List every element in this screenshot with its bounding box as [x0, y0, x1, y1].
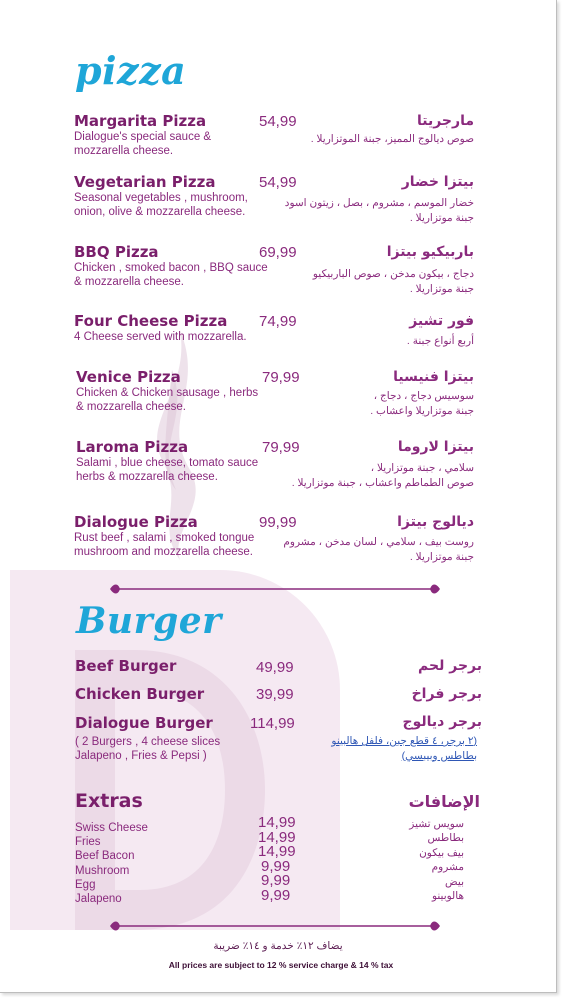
extra-item: Fries: [75, 836, 101, 849]
burger-item-name: Chicken Burger: [75, 685, 205, 703]
item-description-arabic: سلامي ، جبنة موتزاريلا ، صوص الطماطم واعشاب ، جبنة موتزاريلا .: [291, 462, 474, 489]
item-name-arabic: برجر فراخ: [411, 686, 482, 702]
pizza-section-title: pizza: [75, 48, 187, 93]
extra-item-arabic: مشروم: [431, 861, 464, 874]
item-name: Four Cheese Pizza: [74, 312, 228, 330]
extra-item: Jalapeno: [75, 893, 122, 906]
extra-item: Swiss Cheese: [75, 822, 148, 834]
item-name-arabic: مارجريتا: [416, 113, 474, 129]
extra-item-arabic: بيض: [445, 875, 464, 888]
item-price: 99,99: [259, 514, 297, 531]
item-price: 79,99: [262, 369, 300, 386]
extra-item-arabic: سويس تشيز: [409, 818, 464, 830]
item-description-arabic: دجاج ، بيكون مدخن ، صوص الباربيكيو جبنة موتزاريلا .: [312, 268, 474, 295]
item-name-arabic: برجر ديالوج: [402, 714, 482, 730]
item-name-arabic: باربيكيو بيتزا: [386, 244, 474, 260]
item-name-arabic: ديالوج بيتزا: [397, 514, 474, 530]
menu-item-four-cheese: [74, 312, 247, 344]
item-price: 54,99: [259, 174, 297, 191]
item-price: 39,99: [256, 686, 294, 703]
item-description: Rust beef , salami , smoked tongue mushroom and mozzarella cheese.: [74, 532, 255, 558]
item-description: Chicken , smoked bacon , BBQ sauce & mozzarella cheese.: [74, 262, 268, 288]
extras-list: [75, 821, 148, 906]
item-price: 54,99: [259, 113, 297, 130]
item-name-arabic: بيتزا خضار: [401, 174, 474, 190]
extra-item-arabic: هالوبينو: [431, 890, 464, 903]
item-name-arabic: بيتزا فنيسيا: [393, 369, 474, 385]
item-price: 114,99: [250, 715, 295, 732]
item-name-arabic: برجر لحم: [418, 658, 482, 674]
item-price: 49,99: [256, 659, 294, 676]
item-price: 74,99: [259, 313, 297, 330]
extras-title: Extras: [75, 790, 143, 812]
extra-item: Mushroom: [75, 864, 130, 877]
menu-item-laroma: [76, 438, 258, 484]
extra-price: 14,99: [258, 843, 296, 861]
extra-item-arabic: بيف بيكون: [419, 846, 464, 859]
burger-item-name: Beef Burger: [75, 657, 177, 675]
extra-price: 14,99: [258, 828, 296, 846]
item-name-arabic: بيتزا لاروما: [397, 439, 474, 455]
item-description-arabic: أربع أنواع جبنة .: [406, 335, 474, 347]
extra-price: 9,99: [261, 886, 291, 904]
extras-title-arabic: الإضافات: [408, 792, 480, 811]
item-name: Venice Pizza: [76, 368, 181, 386]
extra-price: 14,99: [258, 814, 296, 831]
menu-item-venice: [76, 368, 258, 414]
item-name: Dialogue Pizza: [74, 513, 198, 531]
extra-price: 9,99: [261, 857, 291, 875]
extra-item-arabic: بطاطس: [427, 832, 464, 845]
item-name: Laroma Pizza: [76, 438, 189, 456]
item-description: 4 Cheese served with mozzarella.: [74, 331, 247, 343]
ornamental-divider: [108, 919, 442, 933]
item-description-arabic: (٢ برجر، ٤ قطع جبن، فلفل هالبينو بطاطس وبيبسي): [331, 735, 477, 762]
item-description-arabic: خضار الموسم ، مشروم ، بصل ، زيتون اسود جبنة موتزاريلا .: [284, 197, 474, 224]
item-description-arabic: صوص ديالوج المميز، جبنة الموتزاريلا .: [310, 133, 474, 145]
item-description: Salami , blue cheese, tomato sauce herbs & mozzarella cheese.: [76, 457, 259, 483]
footer-note-arabic: يضاف ١٢٪ خدمة و ١٤٪ ضريبة: [213, 940, 343, 952]
extra-item: Beef Bacon: [75, 850, 135, 863]
extras-prices: [258, 816, 296, 904]
extra-price: 9,99: [261, 872, 291, 890]
item-description: Seasonal vegetables , mushroom, onion, olive & mozzarella cheese.: [74, 192, 248, 218]
menu-item-bbq: [74, 243, 268, 289]
item-price: 69,99: [259, 244, 297, 261]
extra-item: Egg: [75, 878, 96, 891]
footer-note: All prices are subject to 12 % service charge & 14 % tax: [168, 960, 394, 970]
menu-item-margarita: [74, 112, 211, 158]
menu-item-vegetarian: [74, 173, 248, 219]
item-name: Margarita Pizza: [74, 112, 207, 130]
burger-item-name: Dialogue Burger: [75, 714, 213, 732]
extras-list-arabic: [409, 817, 464, 903]
item-description-arabic: روست بيف ، سلامي ، لسان مدخن ، مشروم جبنة موتزاريلا .: [283, 536, 474, 563]
item-description: Chicken & Chicken sausage , herbs & mozzarella cheese.: [76, 387, 259, 413]
burger-section-title: Burger: [76, 600, 222, 642]
menu-item-dialogue-pizza: [74, 513, 254, 559]
item-description-arabic: سوسيس دجاج ، دجاج ، جبنة موتزاريلا واعشاب .: [370, 390, 474, 417]
item-name: BBQ Pizza: [74, 243, 159, 261]
item-price: 79,99: [262, 439, 300, 456]
item-name: Vegetarian Pizza: [74, 173, 216, 191]
item-description: Dialogue's special sauce & mozzarella cheese.: [74, 131, 212, 157]
ornamental-divider: [108, 582, 442, 596]
item-description: ( 2 Burgers , 4 cheese slices Jalapeno , Fries & Pepsi ): [75, 736, 221, 762]
item-name-arabic: فور تشيز: [409, 313, 474, 329]
